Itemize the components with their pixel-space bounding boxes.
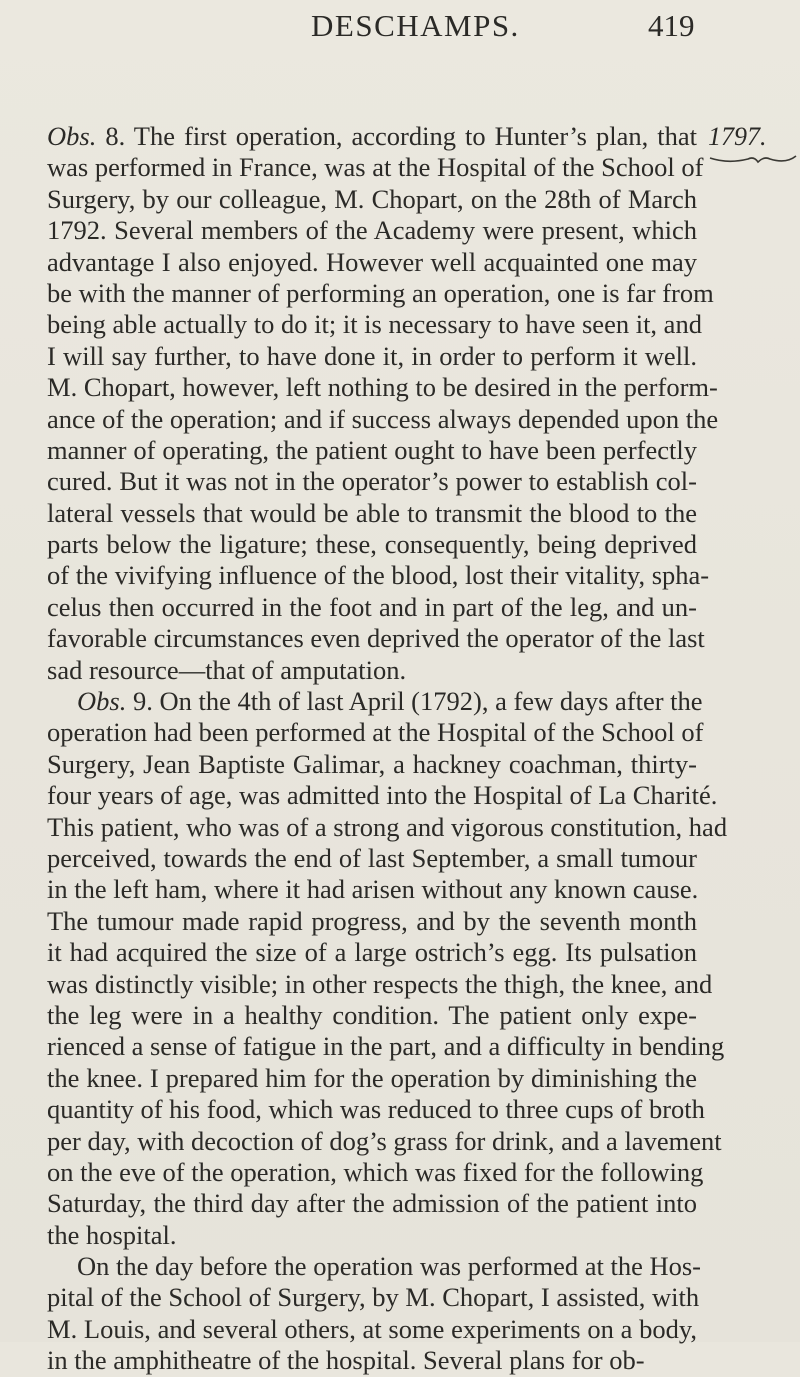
text-line: pital of the School of Surgery, by M. Chopart, I assisted, with — [47, 1282, 700, 1313]
text-line: four years of age, was admitted into the Hospital of La Charité. — [47, 780, 718, 811]
text-line: on the eve of the operation, which was fixed for the following — [47, 1156, 704, 1187]
text-line: M. Chopart, however, left nothing to be desired in the perform- — [47, 372, 718, 403]
page-header — [0, 4, 800, 52]
text-line: ance of the operation; and if success always depended upon the — [47, 403, 719, 434]
text-line: parts below the ligature; these, consequently, being deprived — [47, 529, 697, 560]
text-line: perceived, towards the end of last September, a small tumour — [47, 842, 697, 873]
running-head: DESCHAMPS. — [311, 8, 520, 43]
margin-year-note: 1797. — [708, 122, 767, 151]
text-line: in the left ham, where it had arisen without any known cause. — [47, 874, 699, 905]
text-line: was performed in France, was at the Hospital of the School of — [47, 152, 704, 183]
text-line: The tumour made rapid progress, and by the seventh month — [47, 905, 697, 936]
text-line: Obs. 9. On the 4th of last April (1792), a few days after the — [77, 686, 703, 717]
text-line: 1792. Several members of the Academy were present, which — [47, 215, 697, 246]
text-line: of the vivifying influence of the blood, lost their vitality, spha- — [47, 560, 710, 591]
text-line: operation had been performed at the Hospital of the School of — [47, 717, 704, 748]
text-line: the leg were in a healthy condition. The patient only expe- — [47, 999, 697, 1030]
text-line: This patient, who was of a strong and vigorous constitution, had — [47, 811, 728, 842]
text-line: Surgery, Jean Baptiste Galimar, a hackney coachman, thirty- — [47, 748, 697, 779]
text-line: per day, with decoction of dog’s grass for drink, and a lavement — [47, 1125, 722, 1156]
margin-brace-mark — [708, 154, 798, 166]
text-line: rienced a sense of fatigue in the part, and a difficulty in bending — [47, 1031, 725, 1062]
text-line: the knee. I prepared him for the operation by diminishing the — [47, 1062, 697, 1093]
text-line: sad resource—that of amputation. — [47, 654, 407, 685]
text-line: quantity of his food, which was reduced to three cups of broth — [47, 1094, 705, 1125]
text-line: favorable circumstances even deprived the operator of the last — [47, 623, 705, 654]
text-line: the hospital. — [47, 1219, 177, 1250]
text-line: was distinctly visible; in other respects the thigh, the knee, and — [47, 968, 713, 999]
text-line: On the day before the operation was performed at the Hos- — [77, 1251, 701, 1282]
text-line: in the amphitheatre of the hospital. Several plans for ob- — [47, 1345, 645, 1376]
text-line: it had acquired the size of a large ostrich’s egg. Its pulsation — [47, 937, 697, 968]
text-line: manner of operating, the patient ought to have been perfectly — [47, 434, 697, 465]
body-text — [47, 121, 728, 1377]
text-line: I will say further, to have done it, in order to perform it well. — [47, 340, 697, 371]
page-number: 419 — [648, 8, 695, 43]
text-line: Saturday, the third day after the admission of the patient into — [47, 1188, 697, 1219]
text-line: advantage I also enjoyed. However well acquainted one may — [47, 246, 697, 277]
text-line: being able actually to do it; it is necessary to have seen it, and — [47, 309, 702, 340]
text-line: Surgery, by our colleague, M. Chopart, on the 28th of March — [47, 183, 697, 214]
text-line: Obs. 8. The first operation, according to Hunter’s plan, that — [47, 121, 697, 151]
text-line: celus then occurred in the foot and in part of the leg, and un- — [47, 591, 697, 622]
text-line: lateral vessels that would be able to transmit the blood to the — [47, 497, 697, 528]
text-line: cured. But it was not in the operator’s power to establish col- — [47, 466, 697, 497]
text-line: M. Louis, and several others, at some experiments on a body, — [47, 1313, 697, 1344]
text-line: be with the manner of performing an operation, one is far from — [47, 277, 714, 308]
